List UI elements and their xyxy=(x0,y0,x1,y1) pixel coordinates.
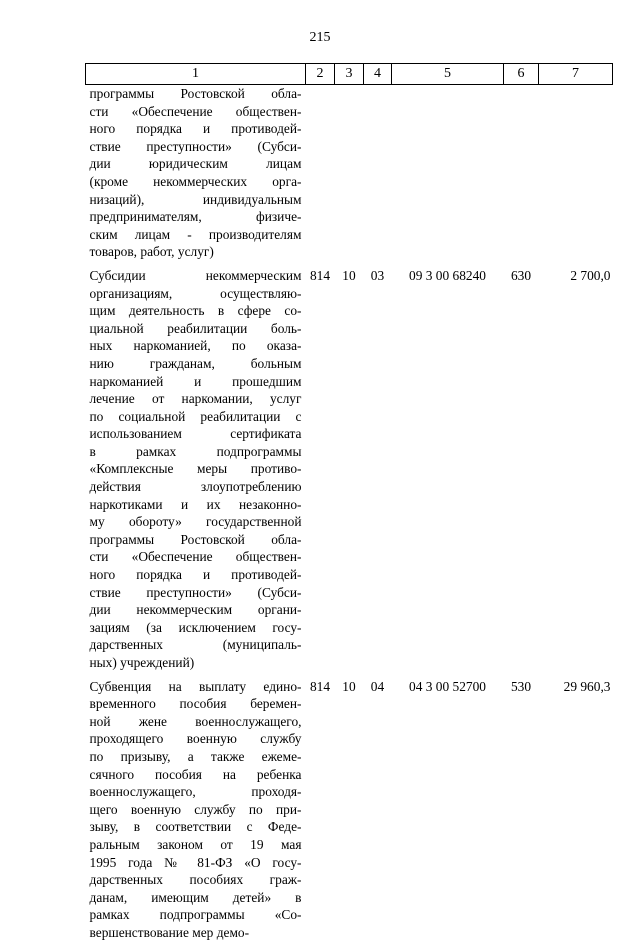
description-line: сти «Обеспечение обществен- xyxy=(89,103,302,119)
description-line: по призыву, а также ежеме- xyxy=(89,748,302,764)
description-line: ной жене военнослужащего, xyxy=(89,713,302,729)
header-col-7: 7 xyxy=(539,64,613,85)
budget-table xyxy=(85,63,613,948)
description-line: ским лицам - производителям xyxy=(89,226,302,242)
expense-type-code: 630 xyxy=(510,267,532,283)
description-line: ных наркоманией, по оказа- xyxy=(89,338,302,354)
table-header-row xyxy=(86,64,613,85)
description-line: му обороту» государственной xyxy=(89,514,302,530)
description-line: организациям, осуществляю- xyxy=(89,285,302,301)
description-line: ного порядка и противодей- xyxy=(89,567,302,583)
ministry-code: 814 xyxy=(309,678,331,694)
target-article-code xyxy=(392,85,504,267)
description-line: дии некоммерческим органи- xyxy=(89,602,302,618)
description-line: программы Ростовской обла- xyxy=(89,531,302,547)
row-description xyxy=(86,267,306,678)
subsection-code xyxy=(364,85,392,267)
row-description xyxy=(86,678,306,948)
description-line: (кроме некоммерческих орга- xyxy=(89,173,302,189)
header-col-3: 3 xyxy=(335,64,364,85)
description-line: военнослужащего, проходя- xyxy=(89,784,302,800)
description-line: данам, имеющим детей» в xyxy=(89,889,302,905)
description-line: ральным законом от 19 мая xyxy=(89,836,302,852)
description-line: рамках подпрограммы «Со- xyxy=(89,907,302,923)
subsection-code: 03 xyxy=(370,267,385,283)
ministry-code: 814 xyxy=(309,267,331,283)
table-body xyxy=(86,85,613,948)
header-col-1: 1 xyxy=(86,64,306,85)
table-row xyxy=(86,678,613,948)
description-line: наркотиками и их незаконно- xyxy=(89,496,302,512)
description-line: зыву, в соответствии с Феде- xyxy=(89,819,302,835)
description-line: сти «Обеспечение обществен- xyxy=(89,549,302,565)
description-line: дарственных (муниципаль- xyxy=(89,637,302,653)
description-line: дарственных пособиях граж- xyxy=(89,872,302,888)
section-code xyxy=(335,85,364,267)
page-number: 215 xyxy=(309,30,331,45)
target-article-code: 09 3 00 68240 xyxy=(409,267,486,283)
expense-type-code xyxy=(504,85,539,267)
description-line: низаций), индивидуальным xyxy=(89,191,302,207)
description-line: «Комплексные меры противо- xyxy=(89,461,302,477)
description-line: ствие преступности» (Субси- xyxy=(89,138,302,154)
description-line: Субсидии некоммерческим xyxy=(89,267,302,283)
amount-value: 29 960,3 xyxy=(563,678,611,694)
description-line: лечение от наркомании, услуг xyxy=(89,391,302,407)
section-code: 10 xyxy=(342,267,356,283)
description-line: циальной реабилитации боль- xyxy=(89,320,302,336)
amount-value: 2 700,0 xyxy=(570,267,611,283)
description-line: наркоманией и прошедшим xyxy=(89,373,302,389)
description-line: нию гражданам, больным xyxy=(89,355,302,371)
description-line: программы Ростовской обла- xyxy=(89,86,302,101)
subsection-code: 04 xyxy=(370,678,385,694)
description-line: щим деятельность в сфере со- xyxy=(89,303,302,319)
expense-type-code: 530 xyxy=(510,678,532,694)
description-line: ных) учреждений) xyxy=(89,655,195,670)
description-line: Субвенция на выплату едино- xyxy=(89,678,302,694)
description-line: использованием сертификата xyxy=(89,426,302,442)
header-col-6: 6 xyxy=(504,64,539,85)
description-line: временного пособия беремен- xyxy=(89,696,302,712)
description-line: товаров, работ, услуг) xyxy=(89,244,214,260)
table-row xyxy=(86,267,613,678)
description-line: проходящего военную службу xyxy=(89,731,302,747)
table-row xyxy=(86,85,613,267)
description-line: действия злоупотреблению xyxy=(89,479,302,495)
description-line: предпринимателям, физиче- xyxy=(89,209,302,225)
target-article-code: 04 3 00 52700 xyxy=(409,678,486,694)
amount-value xyxy=(539,85,613,267)
description-line: вершенствование мер демо- xyxy=(89,924,250,940)
section-code: 10 xyxy=(342,678,356,694)
description-line: ного порядка и противодей- xyxy=(89,121,302,137)
description-line: в рамках подпрограммы xyxy=(89,443,302,459)
description-line: ствие преступности» (Субси- xyxy=(89,584,302,600)
header-col-4: 4 xyxy=(364,64,392,85)
header-col-2: 2 xyxy=(306,64,335,85)
row-description xyxy=(86,85,306,267)
description-line: щего военную службу по при- xyxy=(89,801,302,817)
description-line: дии юридическим лицам xyxy=(89,156,302,172)
description-line: по социальной реабилитации с xyxy=(89,408,302,424)
description-line: зациям (за исключением госу- xyxy=(89,619,302,635)
description-line: сячного пособия на ребенка xyxy=(89,766,302,782)
description-line: 1995 года № 81-ФЗ «О госу- xyxy=(89,854,302,870)
header-col-5: 5 xyxy=(392,64,504,85)
ministry-code xyxy=(306,85,335,267)
